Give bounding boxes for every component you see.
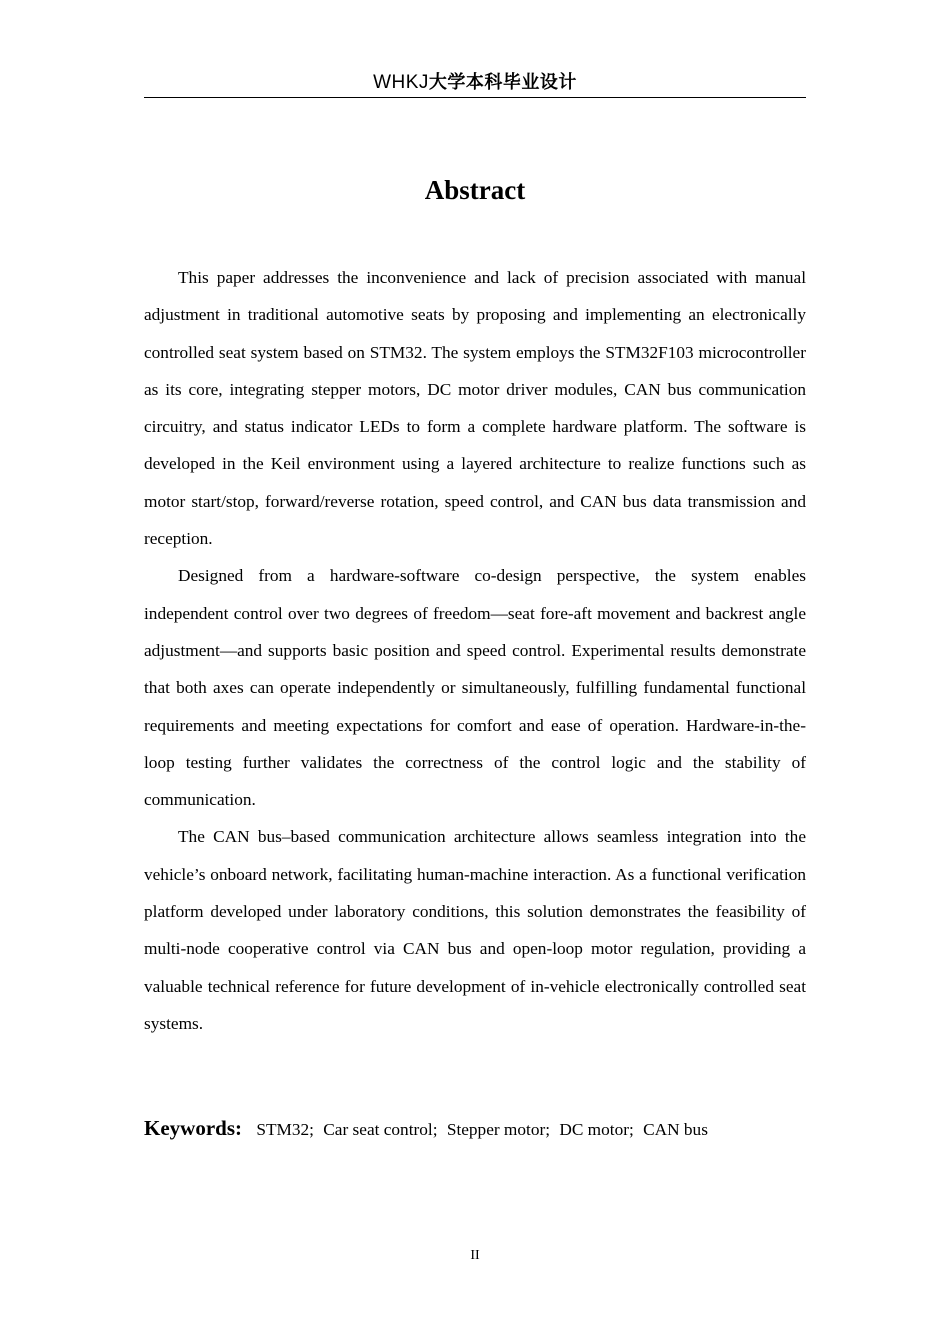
abstract-paragraph-1: This paper addresses the inconvenience and lack of precision associated with manual adjustment in traditional automotive seats by proposing and implementing an electronically controlled seat system based on STM32. The system employs the STM32F103 microcontroller as its core, integrating stepper motors, DC motor driver modules, CAN bus communication circuitry, and status indicator LEDs to form a complete hardware platform. The software is developed in the Keil environment using a layered architecture to realize functions such as motor start/stop, forward/reverse rotation, speed control, and CAN bus data transmission and reception. [144,268,806,549]
keyword-item: STM32; [256,1120,314,1139]
keywords-label: Keywords: [144,1116,242,1140]
keyword-item: CAN bus [643,1120,708,1139]
abstract-paragraph-2: Designed from a hardware-software co-design perspective, the system enables independent control over two degrees of freedom—seat fore-aft movement and backrest angle adjustment—and supports basic position and speed control. Experimental results demonstrate that both axes can operate independently or simultaneously, fulfilling fundamental functional requirements and meeting expectations for comfort and ease of operation. Hardware-in-the-loop testing further validates the correctness of the control logic and the stability of communication. [144,566,806,810]
header-latin: WHKJ [373,72,429,93]
header-rule [144,97,806,98]
abstract-paragraph-3: The CAN bus–based communication architecture allows seamless integration into the vehicle’s onboard network, facilitating human-machine interaction. As a functional verification platform developed under laboratory conditions, this solution demonstrates the feasibility of multi-node cooperative control via CAN bus and open-loop motor regulation, providing a valuable technical reference for future development of in-vehicle electronically controlled seat systems. [144,827,806,1033]
abstract-body [144,259,806,1042]
running-header [144,70,806,96]
keyword-item: Car seat control; [323,1120,438,1139]
header-university-title: 大学本科毕业设计 [428,72,577,93]
page-number: II [470,1248,480,1263]
keyword-item: DC motor; [559,1120,634,1139]
keyword-item: Stepper motor; [446,1120,551,1139]
abstract-title: Abstract [424,175,526,205]
keywords-line [144,1112,806,1146]
